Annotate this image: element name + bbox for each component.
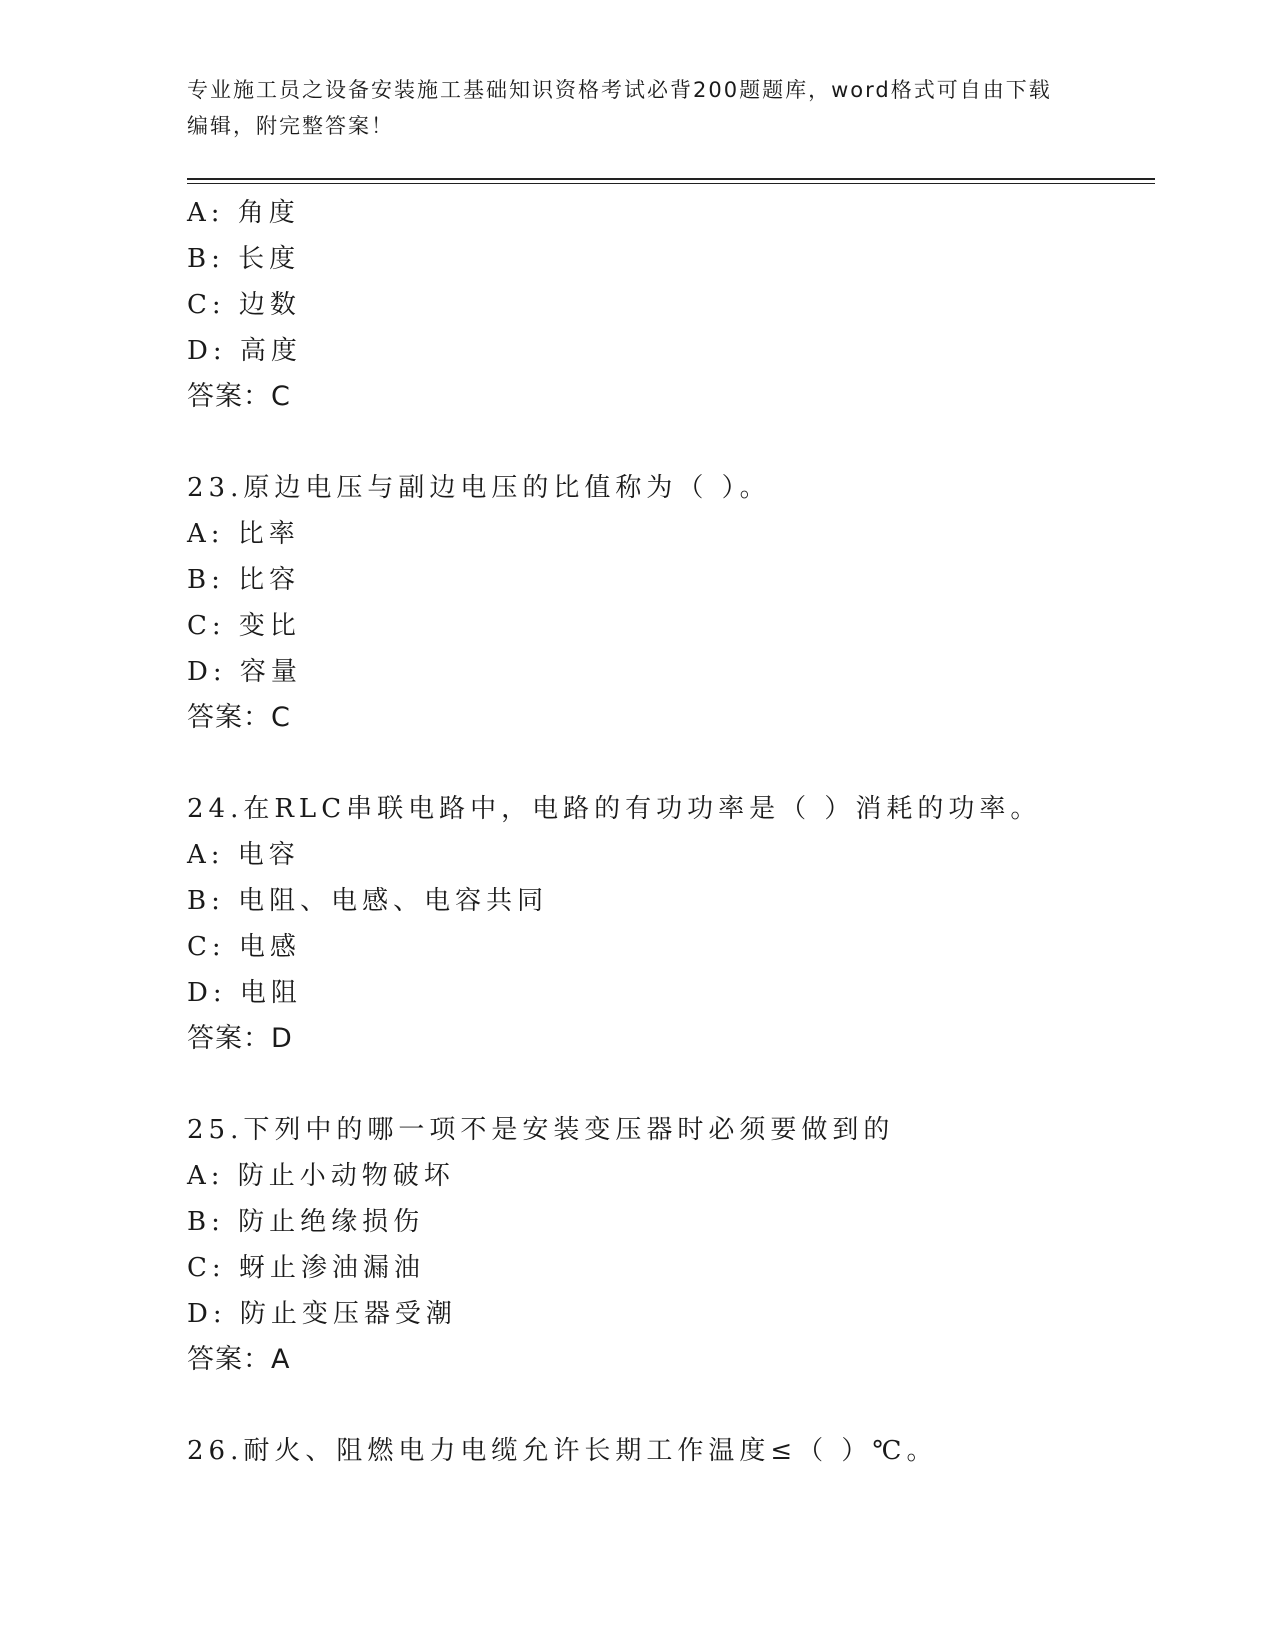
spacer [187,1062,1155,1107]
question-stem: 23.原边电压与副边电压的比值称为（ ）。 [187,473,771,503]
option-c: C: 边数 [187,290,301,320]
document-header: 专业施工员之设备安装施工基础知识资格考试必背200题题库，word格式可自由下载编辑，附完整答案！ [187,78,1052,138]
question-stem: 26.耐火、阻燃电力电缆允许长期工作温度≤（ ）℃。 [187,1436,938,1466]
question-list [187,190,1155,1474]
option-d: D: 高度 [187,336,302,366]
question-stem: 25.下列中的哪一项不是安装变压器时必须要做到的 [187,1115,895,1145]
spacer [187,741,1155,786]
question-24 [187,786,1155,1062]
option-b: B: 防止绝缘损伤 [187,1207,425,1237]
option-d: D: 容量 [187,657,302,687]
answer-line: 答案：C [187,381,291,412]
option-a: A: 角度 [187,198,300,228]
spacer [187,1383,1155,1428]
answer-line: 答案：D [187,1023,293,1054]
question-stem: 24.在RLC串联电路中，电路的有功功率是（ ）消耗的功率。 [187,794,1042,824]
header-divider-thick [187,178,1155,180]
question-22-partial [187,190,1155,420]
option-d: D: 防止变压器受潮 [187,1299,457,1329]
spacer [187,420,1155,465]
option-c: C: 变比 [187,611,301,641]
option-a: A: 比率 [187,519,300,549]
question-23 [187,465,1155,741]
answer-line: 答案：A [187,1344,291,1375]
question-25 [187,1107,1155,1383]
option-d: D: 电阻 [187,978,302,1008]
question-26 [187,1428,1155,1474]
option-c: C: 蚜止渗油漏油 [187,1253,425,1283]
option-a: A: 电容 [187,840,300,870]
header-divider-thin [187,183,1155,184]
option-b: B: 电阻、电感、电容共同 [187,886,549,916]
option-a: A: 防止小动物破坏 [187,1161,455,1191]
answer-line: 答案：C [187,702,291,733]
option-c: C: 电感 [187,932,301,962]
option-b: B: 比容 [187,565,301,595]
option-b: B: 长度 [187,244,301,274]
